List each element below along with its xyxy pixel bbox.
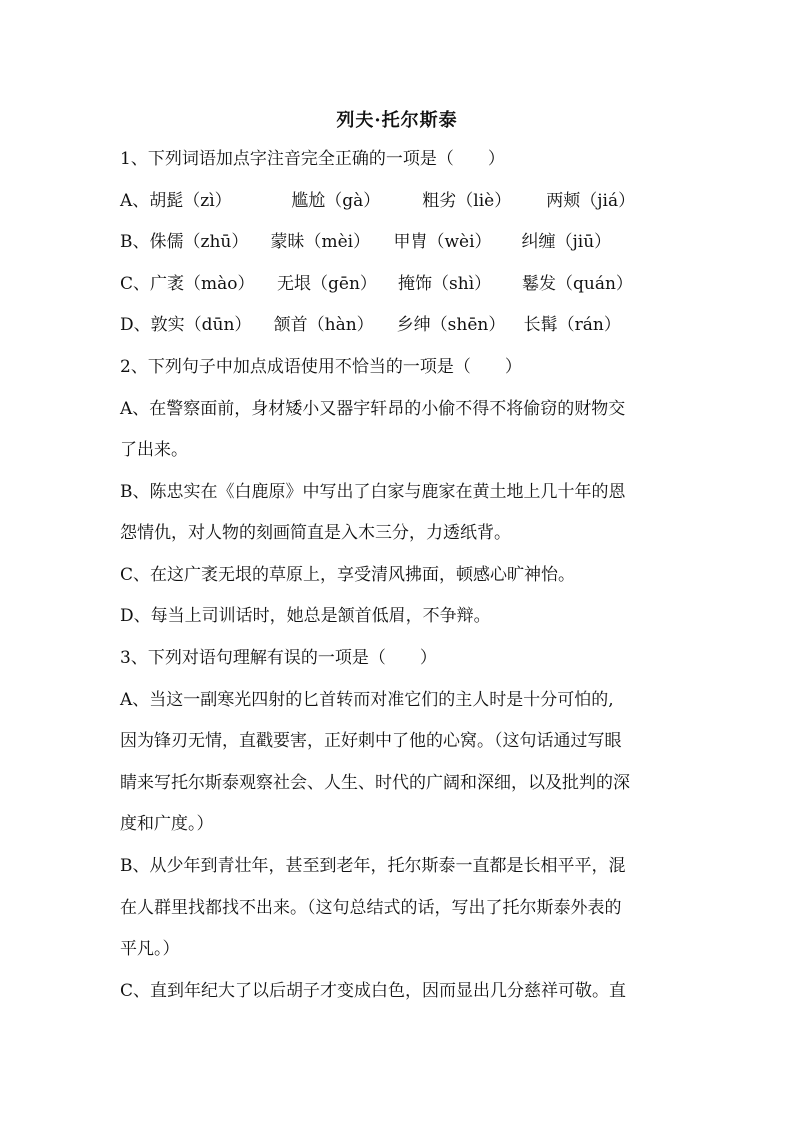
option-item: 纠缠（jiū） <box>521 232 612 252</box>
option-item: 乡绅（shēn） <box>396 315 506 335</box>
q3-option-a: A、当这一副寒光四射的匕首转而对准它们的主人时是十分可怕的, <box>120 690 614 710</box>
q3-option-c: C、直到年纪大了以后胡子才变成白色，因而显出几分慈祥可敬。直 <box>120 981 627 1001</box>
option-item: 颔首（hàn） <box>273 315 374 335</box>
option-item: 侏儒（zhū） <box>149 232 249 252</box>
q1-option-b <box>120 230 611 254</box>
q3-option-b: B、从少年到青壮年，甚至到老年，托尔斯泰一直都是长相平平，混 <box>120 856 626 876</box>
q3-option-b-cont: 平凡。） <box>120 939 180 959</box>
option-item: 尴尬（gà） <box>291 191 381 211</box>
option-item: 广袤（mào） <box>150 274 255 294</box>
q2-stem: 2、下列句子中加点成语使用不恰当的一项是（ ） <box>120 357 522 377</box>
option-item: 敦实（dūn） <box>150 315 252 335</box>
option-label: C、 <box>120 274 151 294</box>
q3-option-b-cont: 在人群里找都找不出来。（这句总结式的话，写出了托尔斯泰外表的 <box>120 898 622 918</box>
option-label: B、 <box>120 232 150 252</box>
q2-option-a-cont: 了出来。 <box>120 440 188 460</box>
q1-option-a <box>120 189 635 213</box>
option-item: 长髯（rán） <box>523 315 621 335</box>
option-item: 胡髭（zì） <box>149 191 232 211</box>
option-label: A、 <box>120 191 150 211</box>
q3-option-a-cont: 睛来写托尔斯泰观察社会、人生、时代的广阔和深细，以及批判的深 <box>120 773 630 793</box>
q1-option-d <box>120 313 621 337</box>
option-item: 鬈发（quán） <box>522 274 633 294</box>
q3-option-a-cont: 度和广度。） <box>120 814 214 834</box>
q3-option-a-cont: 因为锋刃无情，直戳要害，正好刺中了他的心窝。（这句话通过写眼 <box>120 731 622 751</box>
q2-option-d: D、每当上司训话时，她总是颔首低眉，不争辩。 <box>120 606 491 626</box>
option-item: 无垠（gēn） <box>277 274 377 294</box>
option-item: 粗劣（liè） <box>422 191 512 211</box>
q2-option-b: B、陈忠实在《白鹿原》中写出了白家与鹿家在黄土地上几十年的恩 <box>120 482 626 502</box>
option-label: D、 <box>120 315 151 335</box>
option-item: 蒙昧（mèi） <box>270 232 371 252</box>
page-title: 列夫·托尔斯泰 <box>336 110 458 131</box>
q2-option-b-cont: 怨情仇，对人物的刻画简直是入木三分，力透纸背。 <box>120 523 511 543</box>
option-item: 甲胄（wèi） <box>393 232 492 252</box>
q2-option-a: A、在警察面前，身材矮小又器宇轩昂的小偷不得不将偷窃的财物交 <box>120 399 626 419</box>
option-item: 两颊（jiá） <box>546 191 636 211</box>
q1-option-c <box>120 272 633 296</box>
q1-stem: 1、下列词语加点字注音完全正确的一项是（ ） <box>120 149 505 169</box>
q2-option-c: C、在这广袤无垠的草原上，享受清风拂面，顿感心旷神怡。 <box>120 565 576 585</box>
option-item: 掩饰（shì） <box>398 274 492 294</box>
q3-stem: 3、下列对语句理解有误的一项是（ ） <box>120 648 437 668</box>
